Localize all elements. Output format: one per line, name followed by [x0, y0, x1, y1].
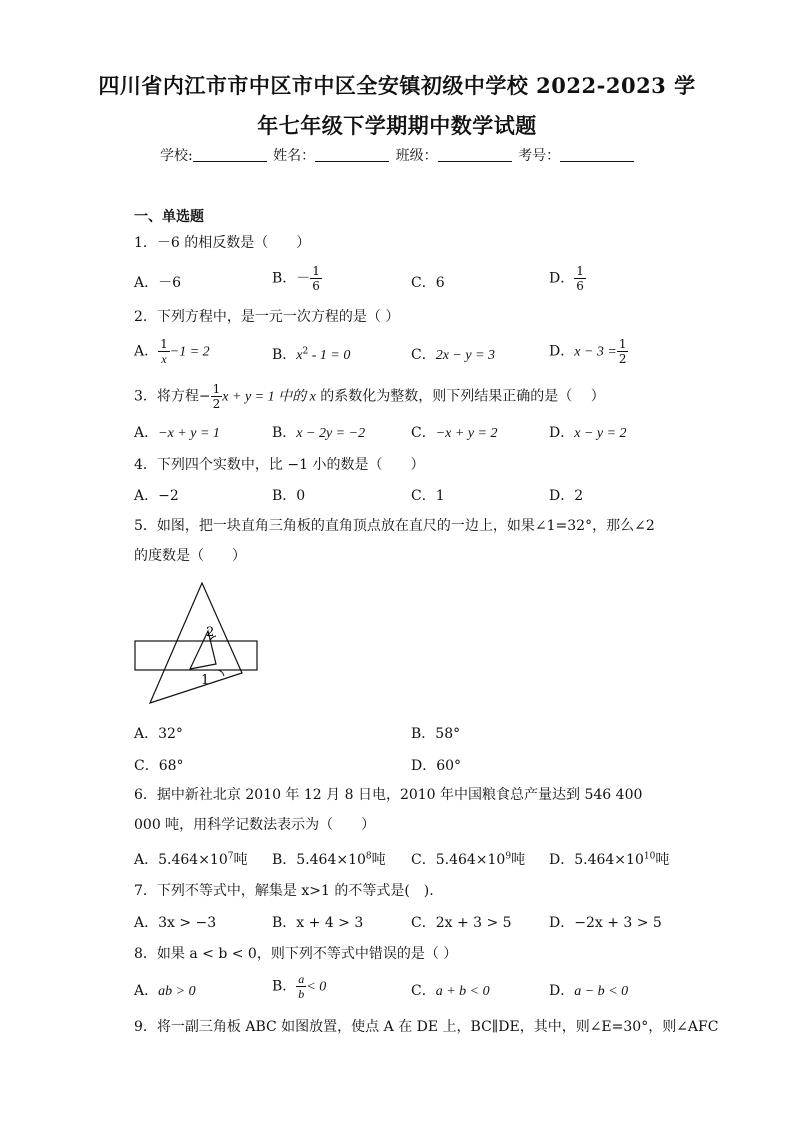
- q3-option-a: A．−x + y = 1: [134, 425, 220, 441]
- q5-option-a: A．32°: [134, 726, 183, 742]
- q6-option-a: A．$5.464\times 10^7$吨: [134, 851, 248, 868]
- question-7-stem: 7．下列不等式中，解集是 x>1 的不等式是( ).: [134, 883, 434, 899]
- ruler-triangle-figure: [130, 578, 270, 708]
- q5-option-c: C．68°: [134, 758, 184, 774]
- q3-option-d: D．x − y = 2: [549, 425, 627, 441]
- q1-option-c: C．6: [411, 275, 445, 291]
- q5-option-d: D．60°: [411, 758, 462, 774]
- q2-option-b: B．$x^2 - 1 = 0$: [272, 346, 351, 363]
- q6-option-c: C．$5.464\times 10^9$吨: [411, 851, 526, 868]
- question-5-stem: 5．如图，把一块直角三角板的直角顶点放在直尺的一边上，如果∠1=32°，那么∠2 的度数是（ ）: [134, 518, 655, 564]
- q2-option-a: A． $\frac{1}{x}$ −1 = 2: [134, 337, 210, 366]
- q8-option-a: A．ab > 0: [134, 983, 196, 999]
- id-blank: [560, 147, 634, 162]
- angle-2-label: 2: [206, 625, 215, 640]
- question-4-stem: 4．下列四个实数中，比 −1 小的数是（ ）: [134, 457, 425, 473]
- angle-1-label: 1: [201, 673, 210, 688]
- q7-option-d: D．−2x + 3 > 5: [549, 915, 662, 931]
- q4-option-c: C．1: [411, 488, 445, 504]
- name-blank: [315, 147, 389, 162]
- q7-option-a: A．3x > −3: [134, 915, 217, 931]
- q1-option-b: B．－ $\frac{1}{6}$: [272, 264, 320, 293]
- question-3-stem: 3．将方程− $\frac{1}{2}$ x + y = 1 中的 x 的系数化为整数，则下列结果正确的是（ ）: [134, 382, 605, 411]
- q7-option-b: B．x + 4 > 3: [272, 915, 364, 931]
- class-blank: [438, 147, 512, 162]
- student-info-line: [160, 145, 636, 165]
- q3-option-c: C．−x + y = 2: [411, 425, 498, 441]
- q5-option-b: B．58°: [411, 726, 461, 742]
- triangle-outer: [150, 583, 242, 703]
- q1-option-a: A．－6: [134, 275, 182, 291]
- question-8-stem: 8．如果 a < b < 0，则下列不等式中错误的是（ ）: [134, 946, 458, 962]
- q6-option-d: D．$5.464\times 10^{10}$吨: [549, 851, 670, 868]
- q6-option-b: B．$5.464\times 10^8$吨: [272, 851, 386, 868]
- question-9-stem: 9．将一副三角板 ABC 如图放置，使点 A 在 DE 上，BC∥DE，其中，则∠E=30°，则∠AFC: [134, 1019, 719, 1035]
- id-label: 考号：: [518, 148, 561, 164]
- section-heading: 一、单选题: [134, 209, 204, 225]
- title-line-1: 四川省内江市市中区市中区全安镇初级中学校 2022-2023 学: [98, 73, 696, 98]
- question-6-stem: 6．据中新社北京 2010 年 12 月 8 日电，2010 年中国粮食总产量达到 546 400 000 吨，用科学记数法表示为（ ）: [134, 787, 643, 833]
- school-label: 学校:: [160, 148, 193, 164]
- q4-option-b: B．0: [272, 488, 306, 504]
- name-label: 姓名：: [273, 148, 316, 164]
- q4-option-d: D．2: [549, 488, 584, 504]
- angle-1-arc: [218, 670, 224, 676]
- class-label: 班级：: [395, 148, 438, 164]
- school-blank: [193, 147, 267, 162]
- question-2-stem: 2．下列方程中，是一元一次方程的是（ ）: [134, 309, 400, 325]
- q4-option-a: A．−2: [134, 488, 179, 504]
- title-line-2: 年七年级下学期期中数学试题: [257, 113, 537, 138]
- q8-option-d: D．a − b < 0: [549, 983, 629, 999]
- q8-option-c: C．a + b < 0: [411, 983, 490, 999]
- q1-option-d: D． $\frac{1}{6}$: [549, 264, 584, 293]
- q2-option-c: C．2x − y = 3: [411, 347, 496, 363]
- q8-option-b: B． $\frac{a}{b}$ < 0: [272, 972, 327, 1001]
- question-1-stem: 1．－6 的相反数是（ ）: [134, 235, 311, 251]
- q2-option-d: D．x − 3 = $\frac{1}{2}$: [549, 337, 627, 366]
- q7-option-c: C．2x + 3 > 5: [411, 915, 512, 931]
- q3-option-b: B．x − 2y = −2: [272, 425, 366, 441]
